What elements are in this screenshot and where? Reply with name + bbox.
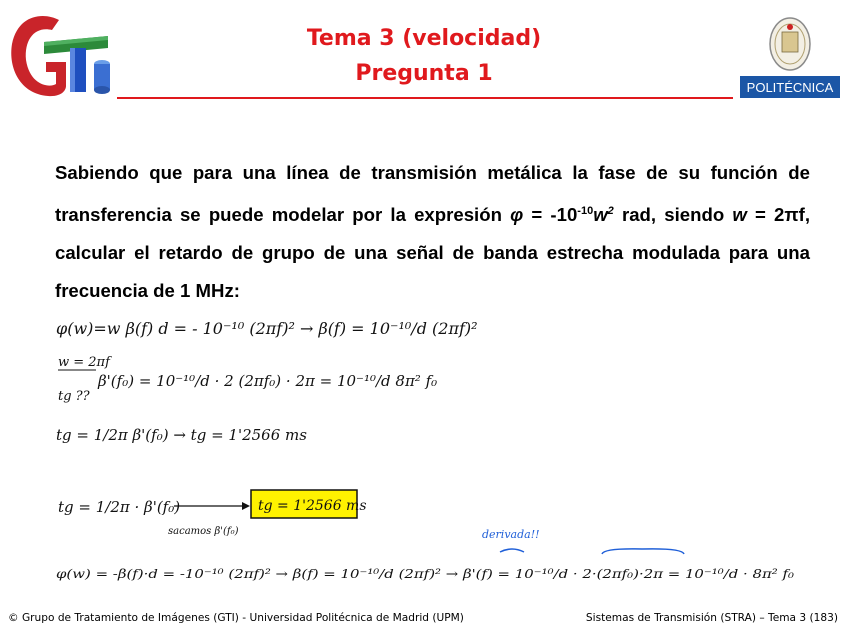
hw-note: sacamos β'(f₀) [168, 526, 239, 537]
hw-line-3: tg ?? [58, 389, 90, 404]
hw-line-1: φ(w)=w β(f) d = - 10⁻¹⁰ (2πf)² → β(f) = 10⁻¹⁰/d (2πf)² [56, 319, 478, 338]
hw-line-6: φ(w) = -β(f)·d = -10⁻¹⁰ (2πf)² → β(f) = 10⁻¹⁰/d (2πf)² → β'(f) = 10⁻¹⁰/d · 2·(2πf₀)·2π = 10⁻¹⁰/d · 8π² f₀ [56, 566, 794, 581]
slide-subtitle: Pregunta 1 [355, 61, 493, 86]
slide-title: Tema 3 (velocidad) [306, 26, 542, 51]
title-underline [117, 97, 733, 99]
upm-logo-text: POLITÉCNICA [746, 80, 834, 95]
hw-line-2a: w = 2πf [58, 355, 110, 370]
gti-logo [4, 6, 118, 102]
hw-line-4: tg = 1/2π β'(f₀) → tg = 1'2566 ms [56, 426, 307, 444]
hw-line-5a: tg = 1/2π · β'(f₀) [58, 498, 181, 516]
hw-line-2b: β'(f₀) = 10⁻¹⁰/d · 2 (2πf₀) · 2π = 10⁻¹⁰/d 8π² f₀ [98, 372, 438, 390]
hw-result: tg = 1'2566 ms [258, 498, 367, 514]
problem-paragraph: Sabiendo que para una línea de transmisión metálica la fase de su función de transferencia se puede modelar por la expresión $\varphi = -10^{-10}w^2$ rad, siendo w = 2πf, calcular el retardo de grupo de una señal de banda estrecha modulada para una frecuencia de 1 MHz: [55, 162, 810, 302]
problem-statement [55, 154, 810, 310]
upm-logo [738, 14, 842, 102]
footer-right: Sistemas de Transmisión (STRA) – Tema 3 (183) [585, 612, 838, 624]
footer-left: © Grupo de Tratamiento de Imágenes (GTI) - Universidad Politécnica de Madrid (UPM) [8, 612, 464, 624]
hw-blue-note: derivada!! [482, 528, 540, 541]
handwritten-notes [0, 300, 848, 600]
